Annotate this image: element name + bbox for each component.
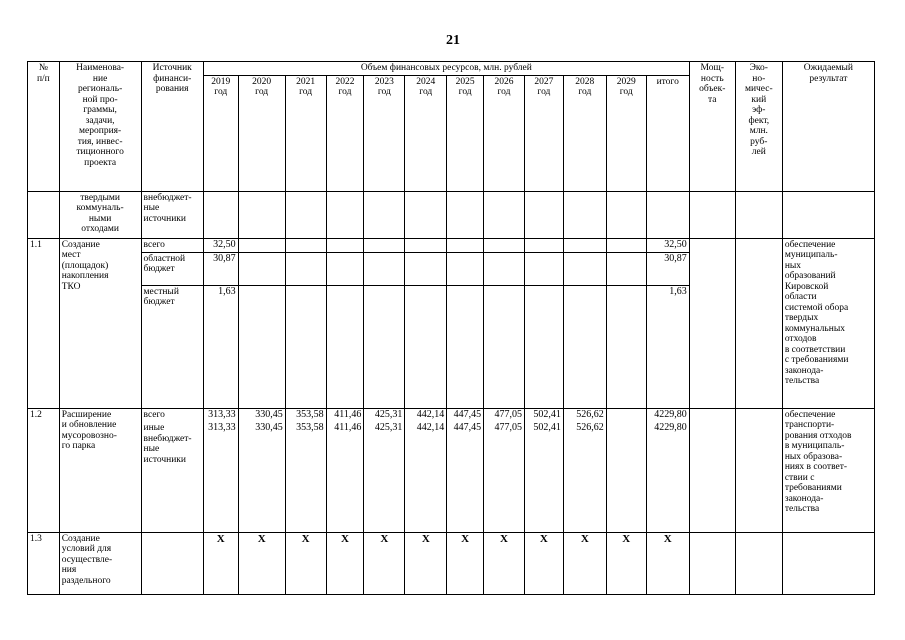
header-result: Ожидаемый результат — [782, 62, 874, 192]
table-row — [28, 191, 875, 238]
header-total: итого — [646, 75, 689, 191]
header-year: 2027 год — [524, 75, 563, 191]
cell-mark: X — [484, 532, 525, 594]
cell-mark: X — [606, 532, 646, 594]
cell-mark: X — [405, 532, 447, 594]
financing-table — [27, 61, 875, 595]
row-result: обеспечение транспорти- рования отходов в муниципаль- ных образова- ниях в соответ- ствии с требованиями законода- тельства — [782, 408, 874, 532]
header-year: 2020 год — [238, 75, 285, 191]
cell-mark: X — [364, 532, 405, 594]
header-power: Мощ- ность объек- та — [689, 62, 735, 192]
header-year: 2025 год — [447, 75, 484, 191]
cell-mark: X — [563, 532, 606, 594]
header-year: 2029 год — [606, 75, 646, 191]
row-source: иные внебюджет- ные источники — [141, 422, 203, 532]
header-num: № п/п — [28, 62, 60, 192]
cell-value: 442,14 — [405, 422, 447, 532]
row-result: обеспечение муниципаль- ных образований Кировской области системой обора твердых коммунальных отходов в соответствии с требованиями законода- тельства — [782, 238, 874, 408]
cell-mark: X — [285, 532, 326, 594]
header-year: 2022 год — [326, 75, 364, 191]
cell-value: 411,46 — [326, 422, 364, 532]
table-row — [28, 238, 875, 252]
header-row-1 — [28, 62, 875, 76]
cell-value — [606, 408, 646, 422]
header-year: 2026 год — [484, 75, 525, 191]
row-source: всего — [141, 238, 203, 252]
cell-value: 1,63 — [203, 285, 238, 408]
row-source: местный бюджет — [141, 285, 203, 408]
cell-value: 442,14 — [405, 408, 447, 422]
row-source: всего — [141, 408, 203, 422]
table-row — [28, 408, 875, 422]
cell-mark: X — [238, 532, 285, 594]
row-num: 1.1 — [28, 238, 60, 408]
cell-total: 4229,80 — [646, 422, 689, 532]
header-year: 2023 год — [364, 75, 405, 191]
cell-mark: X — [646, 532, 689, 594]
header-year: 2019 год — [203, 75, 238, 191]
table-row — [28, 532, 875, 594]
cell-value: 447,45 — [447, 408, 484, 422]
cell-value: 425,31 — [364, 422, 405, 532]
header-year: 2028 год — [563, 75, 606, 191]
cell-total: 30,87 — [646, 252, 689, 285]
header-year: 2024 год — [405, 75, 447, 191]
header-source: Источник финанси- рования — [141, 62, 203, 192]
row-name: Создание условий для осуществле- ния раздельного — [59, 532, 141, 594]
header-econ: Эко- но- мичес- кий эф- фект, млн. руб- лей — [735, 62, 782, 192]
cell-value: 32,50 — [203, 238, 238, 252]
row-name: Создание мест (площадок) накопления ТКО — [59, 238, 141, 408]
cell-mark: X — [326, 532, 364, 594]
cell-total: 32,50 — [646, 238, 689, 252]
header-year: 2021 год — [285, 75, 326, 191]
row-num: 1.2 — [28, 408, 60, 532]
row-source: областной бюджет — [141, 252, 203, 285]
cell-value: 502,41 — [524, 422, 563, 532]
cell-value: 502,41 — [524, 408, 563, 422]
cell-mark: X — [447, 532, 484, 594]
page-number: 21 — [446, 33, 460, 48]
cell-mark: X — [203, 532, 238, 594]
cell-value: 425,31 — [364, 408, 405, 422]
cell-total: 1,63 — [646, 285, 689, 408]
cell-value: 411,46 — [326, 408, 364, 422]
cell-value — [606, 422, 646, 532]
row-num: 1.3 — [28, 532, 60, 594]
cell-mark: X — [524, 532, 563, 594]
cell-value: 447,45 — [447, 422, 484, 532]
cell-total: 4229,80 — [646, 408, 689, 422]
cell-value: 313,33 — [203, 408, 238, 422]
cell-value: 313,33 — [203, 422, 238, 532]
header-name: Наименова- ние региональ- ной про- граммы, задачи, мероприя- тия, инвес- тиционного проекта — [59, 62, 141, 192]
cell-value: 330,45 — [238, 408, 285, 422]
cell-value: 353,58 — [285, 422, 326, 532]
cell-value: 353,58 — [285, 408, 326, 422]
header-volume: Объем финансовых ресурсов, млн. рублей — [203, 62, 689, 76]
row-name: Расширение и обновление мусоровозно- го парка — [59, 408, 141, 532]
cell-value: 330,45 — [238, 422, 285, 532]
cell-value: 526,62 — [563, 408, 606, 422]
cell-value: 526,62 — [563, 422, 606, 532]
cont-name: твердыми коммуналь- ными отходами — [59, 191, 141, 238]
cont-source: внебюджет- ные источники — [141, 191, 203, 238]
cell-value: 30,87 — [203, 252, 238, 285]
cell-value: 477,05 — [484, 422, 525, 532]
cell-value: 477,05 — [484, 408, 525, 422]
